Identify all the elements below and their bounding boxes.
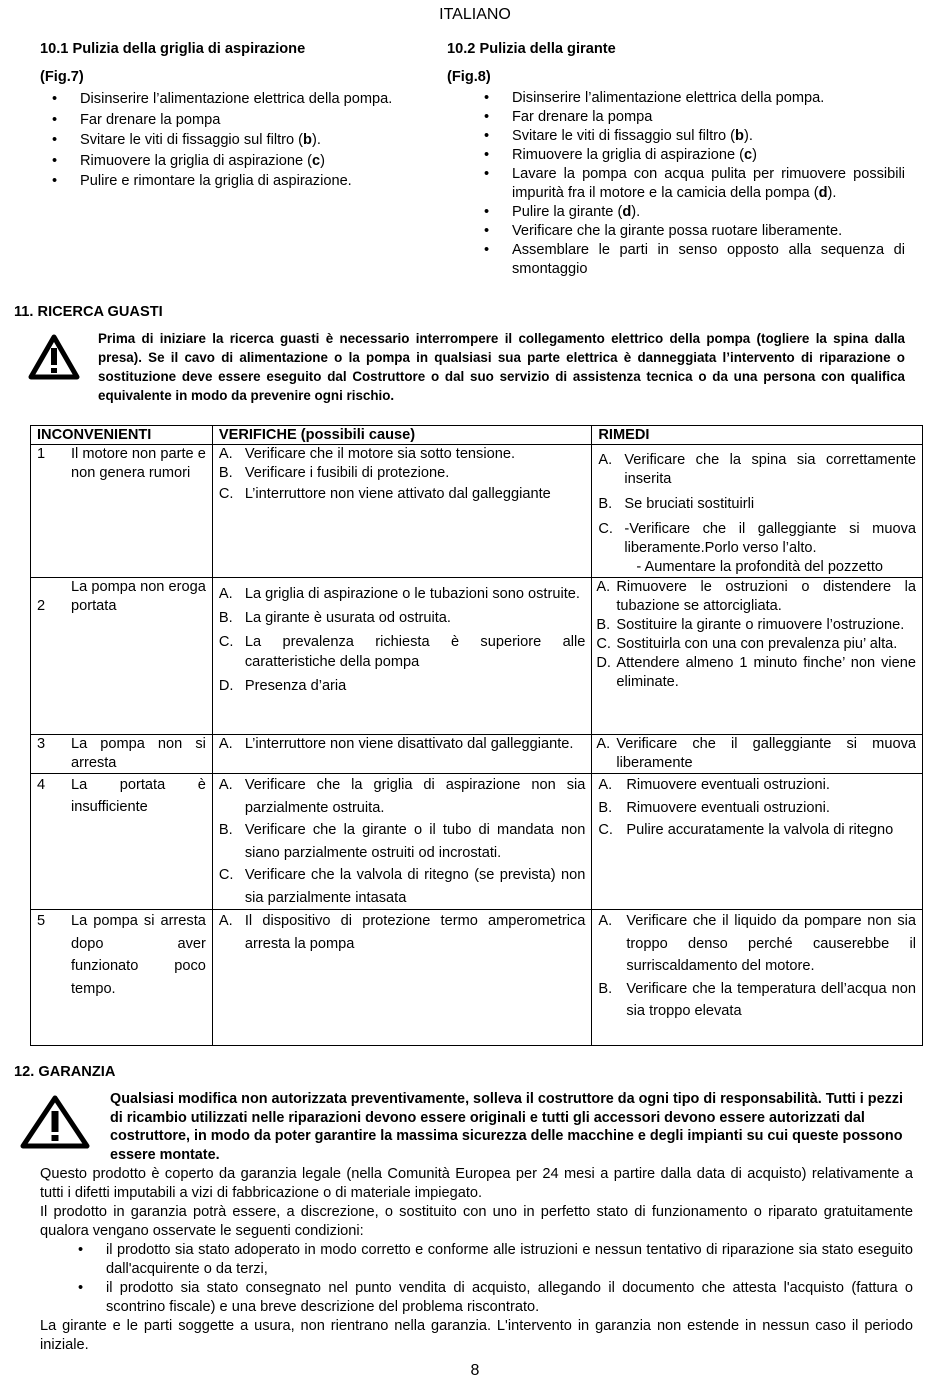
remedy-key: A. xyxy=(596,579,611,595)
table-row xyxy=(31,578,923,735)
remedy-text: Rimuovere eventuali ostruzioni. xyxy=(626,777,830,793)
check-key: A. xyxy=(218,446,233,462)
warranty-paragraph: La girante e le parti soggette a usura, non rientrano nella garanzia. L'intervento in garanzia non estende in nessun caso il periodo iniziale. xyxy=(40,1318,913,1353)
remedies-cell xyxy=(592,910,923,1046)
remedy-text: Sostituirla con una con prevalenza piu’ alta. xyxy=(616,636,898,652)
checks-cell xyxy=(212,578,591,735)
check-key: A. xyxy=(218,777,233,793)
remedy-key xyxy=(598,558,624,577)
list-item: • il prodotto sia stato consegnato nel punto vendita di acquisto, allegando il documento che attesta l'acquisto (fattura o scontrino fiscale) e una breve descrizione del problema riscontrato. xyxy=(66,1279,913,1317)
problem-text: La pompa non eroga portata xyxy=(71,579,206,614)
warning-triangle-icon xyxy=(28,334,80,380)
remedy-text: - Aumentare la profondità del pozzetto xyxy=(636,559,883,575)
problem-cell xyxy=(31,774,213,910)
remedy-text: Verificare che il liquido da pompare non sia troppo denso perché causerebbe il surriscaldamento del motore. xyxy=(626,913,916,974)
problem-text: La pompa si arresta dopo aver funzionato poco tempo. xyxy=(71,913,206,997)
check-text: Il dispositivo di protezione termo amperometrica arresta la pompa xyxy=(244,913,586,952)
check-text: Verificare i fusibili di protezione. xyxy=(244,465,450,481)
row-number: 2 xyxy=(37,598,46,614)
table-row xyxy=(31,445,923,578)
section-12-warning: Qualsiasi modifica non autorizzata preventivamente, solleva il costruttore da ogni tipo di responsabilità. Tutti i pezzi di ricambio utilizzati nelle riparazioni devono essere originali e tutti gli accessori devono essere autorizzati dal costruttore, in modo da poter garantire la massima sicurezza delle macchine e degli impianti su cui queste possono essere montate. xyxy=(110,1091,903,1163)
list-item: • Svitare le viti di fissaggio sul filtro (b). xyxy=(472,127,905,146)
checks-cell xyxy=(212,774,591,910)
header-verifiche: VERIFICHE (possibili cause) xyxy=(212,426,591,445)
list-item: • Svitare le viti di fissaggio sul filtro (b). xyxy=(40,130,440,151)
check-key: C. xyxy=(218,867,234,883)
remedy-text: Attendere almeno 1 minuto finche’ non viene eliminate. xyxy=(616,655,916,690)
remedy-key: D. xyxy=(596,655,611,671)
section-10-1-fig: (Fig.7) xyxy=(40,69,84,85)
remedy-text: -Verificare che il galleggiante si muova liberamente.Porlo verso l’alto. xyxy=(624,521,916,556)
list-item: • Verificare che la girante possa ruotare liberamente. xyxy=(472,222,905,241)
table-row xyxy=(31,910,923,1046)
section-10-2-fig: (Fig.8) xyxy=(447,69,491,85)
list-item: • Rimuovere la griglia di aspirazione (c) xyxy=(472,146,905,165)
remedy-key: A. xyxy=(598,452,613,468)
table-header-row xyxy=(31,426,923,445)
remedy-key: A. xyxy=(596,736,611,752)
problem-cell xyxy=(31,910,213,1046)
row-number: 4 xyxy=(37,777,46,793)
checks-cell xyxy=(212,445,591,578)
problem-text: La portata è insufficiente xyxy=(71,777,206,815)
table-row xyxy=(31,774,923,910)
remedy-key: B. xyxy=(598,799,613,816)
check-key: A. xyxy=(218,913,233,929)
check-text: La griglia di aspirazione o le tubazioni sono ostruite. xyxy=(244,586,580,602)
list-item: • Rimuovere la griglia di aspirazione (c) xyxy=(40,151,440,172)
page-number: 8 xyxy=(470,1362,480,1379)
remedy-text: Pulire accuratamente la valvola di ritegno xyxy=(626,822,894,838)
remedy-key: C. xyxy=(598,521,613,537)
row-number: 1 xyxy=(37,446,46,462)
check-key: A. xyxy=(218,736,233,752)
remedies-cell xyxy=(592,774,923,910)
list-item: • Far drenare la pompa xyxy=(40,110,440,131)
remedy-key: B. xyxy=(598,980,613,997)
check-text: L’interruttore non viene attivato dal galleggiante xyxy=(244,486,551,502)
check-text: Presenza d’aria xyxy=(244,678,347,694)
check-text: L’interruttore non viene disattivato dal galleggiante. xyxy=(244,736,574,752)
check-key: C. xyxy=(218,486,234,502)
page-language-header: ITALIANO xyxy=(439,6,511,23)
check-text: Verificare che la griglia di aspirazione non sia parzialmente ostruita. xyxy=(244,777,586,816)
check-text: Verificare che la girante o il tubo di mandata non siano parzialmente ostruiti od incrostati. xyxy=(244,822,586,861)
table-row xyxy=(31,735,923,774)
remedy-text: Verificare che la temperatura dell’acqua non sia troppo elevata xyxy=(626,980,916,1019)
section-11-warning: Prima di iniziare la ricerca guasti è necessario interrompere il collegamento elettrico della pompa (togliere la spina dalla presa). Se il cavo di alimentazione o la pompa in qualsiasi sua parte elettrica è danneggiata l’intervento di riparazione o sostituzione deve essere eseguito dal Costruttore o dal suo servizio di assistenza tecnica o da una persona con qualifica equivalente in modo da prevenire ogni rischio. xyxy=(98,331,905,403)
check-text: La prevalenza richiesta è superiore alle caratteristiche della pompa xyxy=(244,634,586,670)
list-item: • Far drenare la pompa xyxy=(472,108,905,127)
remedy-key: B. xyxy=(596,617,611,633)
remedy-text: Rimuovere le ostruzioni o distendere la tubazione se attorcigliata. xyxy=(616,579,916,614)
remedies-cell xyxy=(592,735,923,774)
checks-cell xyxy=(212,735,591,774)
list-item: • Disinserire l’alimentazione elettrica della pompa. xyxy=(40,89,440,110)
header-rimedi: RIMEDI xyxy=(592,426,923,445)
section-12-body xyxy=(40,1165,913,1355)
section-10-1-title: 10.1 Pulizia della griglia di aspirazione xyxy=(40,41,306,57)
check-text: La girante è usurata od ostruita. xyxy=(244,610,451,626)
remedy-text: Rimuovere eventuali ostruzioni. xyxy=(626,799,830,816)
list-item: • Pulire e rimontare la griglia di aspirazione. xyxy=(40,171,440,192)
list-item: • Pulire la girante (d). xyxy=(472,203,905,222)
section-10-1-list xyxy=(40,89,440,192)
remedy-text: Verificare che il galleggiante si muova liberamente xyxy=(616,736,916,771)
problem-cell xyxy=(31,445,213,578)
remedy-key: C. xyxy=(598,822,613,838)
list-item: • il prodotto sia stato adoperato in modo corretto e conforme alle istruzioni e nessun tentativo di riparazione sia stato eseguito dall'acquirente o da terzi, xyxy=(66,1241,913,1279)
list-item: • Disinserire l’alimentazione elettrica della pompa. xyxy=(472,89,905,108)
remedy-text: Verificare che la spina sia correttamente inserita xyxy=(624,452,916,487)
checks-cell xyxy=(212,910,591,1046)
remedies-cell xyxy=(592,578,923,735)
remedy-key: A. xyxy=(598,777,613,793)
remedies-cell xyxy=(592,445,923,578)
row-number: 5 xyxy=(37,913,46,929)
section-12-title: 12. GARANZIA xyxy=(14,1064,116,1080)
row-number: 3 xyxy=(37,736,46,752)
problem-cell xyxy=(31,578,213,735)
check-text: Verificare che la valvola di ritegno (se prevista) non sia parzialmente intasata xyxy=(244,867,586,906)
problem-text: Il motore non parte e non genera rumori xyxy=(71,446,206,481)
check-key: D. xyxy=(218,678,234,694)
warranty-paragraph: Il prodotto in garanzia potrà essere, a discrezione, o sostituito con uno in perfetto stato di funzionamento o riparato gratuitamente qualora vengano osservate le seguenti condizioni: xyxy=(40,1204,913,1239)
check-key: B. xyxy=(218,465,233,481)
section-10-2-title: 10.2 Pulizia della girante xyxy=(447,41,616,57)
check-key: B. xyxy=(218,822,233,838)
list-item: • Lavare la pompa con acqua pulita per rimuovere possibili impurità fra il motore e la camicia della pompa (d). xyxy=(472,165,905,203)
warranty-paragraph: Questo prodotto è coperto da garanzia legale (nella Comunità Europea per 24 mesi a partire dalla data di acquisto) relativamente a tutti i difetti imputabili a vizi di fabbricazione o di materiale impiegato. xyxy=(40,1166,913,1201)
check-key: C. xyxy=(218,634,234,650)
remedy-key: A. xyxy=(598,913,613,929)
problem-text: La pompa non si arresta xyxy=(71,736,206,771)
troubleshooting-table xyxy=(30,425,923,1046)
check-text: Verificare che il motore sia sotto tensione. xyxy=(244,446,515,462)
warranty-conditions-list xyxy=(40,1241,913,1317)
remedy-key: B. xyxy=(598,496,613,512)
header-inconvenienti: INCONVENIENTI xyxy=(31,426,213,445)
remedy-text: Sostituire la girante o rimuovere l’ostruzione. xyxy=(616,617,905,633)
section-10-2-list xyxy=(472,89,905,279)
check-key: A. xyxy=(218,586,233,602)
check-key: B. xyxy=(218,610,233,626)
problem-cell xyxy=(31,735,213,774)
remedy-text: Se bruciati sostituirli xyxy=(624,496,755,512)
warning-triangle-icon xyxy=(20,1095,90,1149)
list-item: • Assemblare le parti in senso opposto alla sequenza di smontaggio xyxy=(472,241,905,279)
remedy-key: C. xyxy=(596,636,611,652)
section-11-title: 11. RICERCA GUASTI xyxy=(14,304,163,320)
